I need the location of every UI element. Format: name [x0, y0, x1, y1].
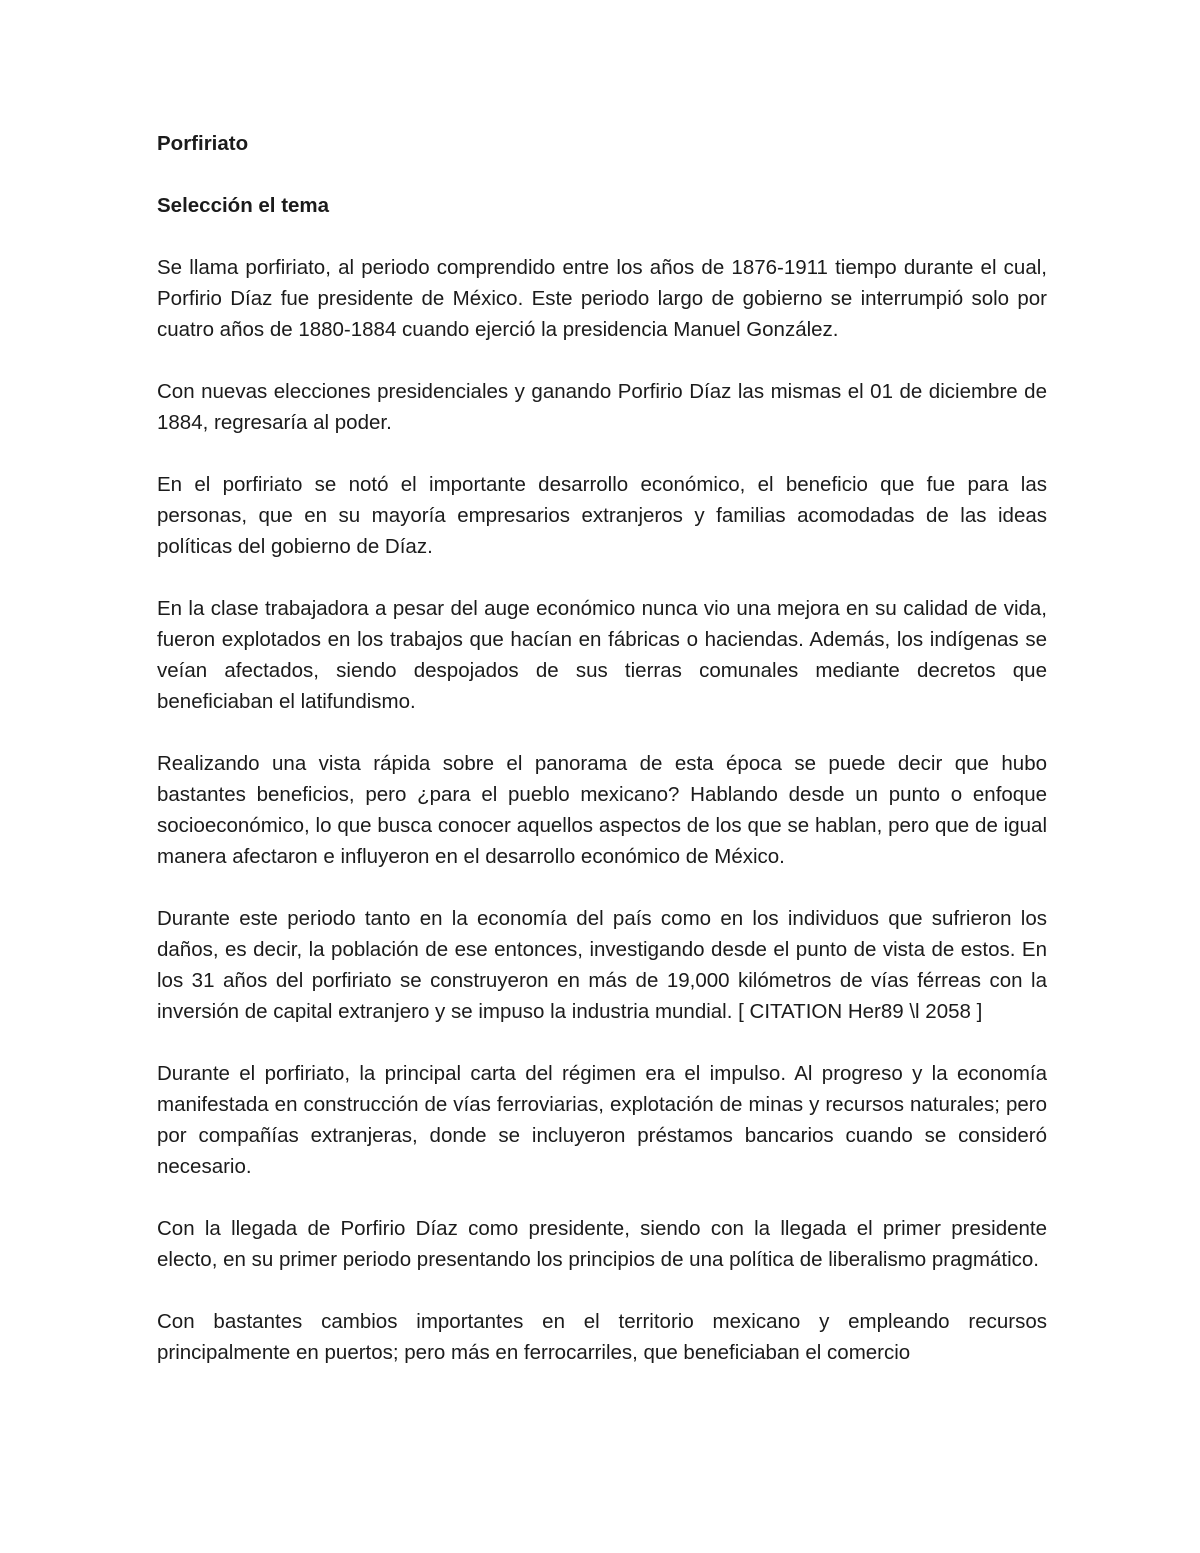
paragraph-8: Con la llegada de Porfirio Díaz como presidente, siendo con la llegada el primer presidente electo, en su primer periodo presentando los principios de una política de liberalismo pragmático. — [157, 1217, 1047, 1271]
paragraph-3: En el porfiriato se notó el importante desarrollo económico, el beneficio que fue para las personas, que en su mayoría empresarios extranjeros y familias acomodadas de las ideas políticas del gobierno de Díaz. — [157, 473, 1047, 558]
paragraph-7: Durante el porfiriato, la principal carta del régimen era el impulso. Al progreso y la economía manifestada en construcción de vías ferroviarias, explotación de minas y recursos naturales; pero por compañías extranjeras, donde se incluyeron préstamos bancarios cuando se consideró necesario. — [157, 1062, 1047, 1178]
paragraph-4: En la clase trabajadora a pesar del auge económico nunca vio una mejora en su calidad de vida, fueron explotados en los trabajos que hacían en fábricas o haciendas. Además, los indígenas se veían afectados, siendo despojados de sus tierras comunales mediante decretos que beneficiaban el latifundismo. — [157, 597, 1047, 713]
document-page — [157, 128, 1047, 1368]
paragraph-1: Se llama porfiriato, al periodo comprendido entre los años de 1876-1911 tiempo durante el cual, Porfirio Díaz fue presidente de México. Este periodo largo de gobierno se interrumpió solo por cuatro años de 1880-1884 cuando ejerció la presidencia Manuel González. — [157, 256, 1047, 341]
paragraph-5: Realizando una vista rápida sobre el panorama de esta época se puede decir que hubo bastantes beneficios, pero ¿para el pueblo mexicano? Hablando desde un punto o enfoque socioeconómico, lo que busca conocer aquellos aspectos de los que se hablan, pero que de igual manera afectaron e influyeron en el desarrollo económico de México. — [157, 752, 1047, 868]
paragraph-6: Durante este periodo tanto en la economía del país como en los individuos que sufrieron los daños, es decir, la población de ese entonces, investigando desde el punto de vista de estos. En los 31 años del porfiriato se construyeron en más de 19,000 kilómetros de vías férreas con la inversión de capital extranjero y se impuso la industria mundial. [ CITATION Her89 \l 2058 ] — [157, 907, 1047, 1023]
document-title: Porfiriato — [157, 132, 249, 155]
paragraph-9: Con bastantes cambios importantes en el territorio mexicano y empleando recursos principalmente en puertos; pero más en ferrocarriles, que beneficiaban el comercio — [157, 1310, 1047, 1364]
paragraph-2: Con nuevas elecciones presidenciales y ganando Porfirio Díaz las mismas el 01 de diciembre de 1884, regresaría al poder. — [157, 380, 1047, 434]
document-subtitle: Selección el tema — [157, 194, 330, 217]
